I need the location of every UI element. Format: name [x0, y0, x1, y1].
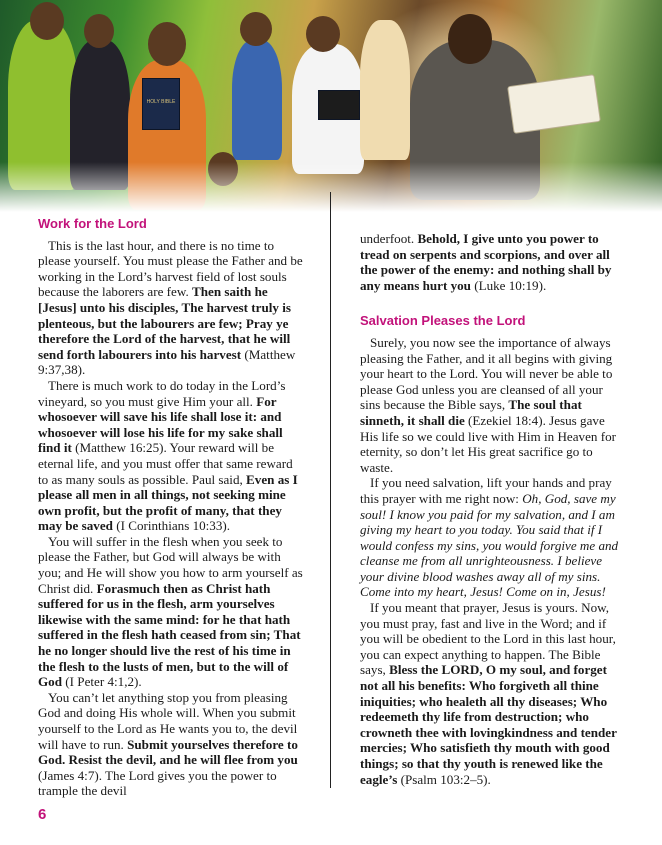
- person-man-dark-head: [84, 14, 114, 48]
- text: If you meant that prayer, Jesus is yours. Now, you must pray, fast and live in the Word; and if you will be obedient to the Lord in this last hour, you can expect anything to happen. The Bible says,: [360, 600, 616, 678]
- prayer-text: Oh, God, save my soul! I know you paid for my salvation, and I am giving my heart to you today. You said that if I would confess my sins, you would forgive me and cleanse me from all unrighteousness. I believe your divine blood washes away all of my sins. Come into my heart, Jesus! Come on in, Jesus!: [360, 490, 619, 600]
- text: (Matthew 16:25). Your reward will be eternal life, and you must offer that same reward to as many souls as possible. Paul said,: [38, 440, 293, 487]
- text: You will suffer in the flesh when you seek to please the Father, but God will always be with you; and He will show you how to arm yourself as Christ did.: [38, 533, 303, 596]
- scripture-quote: Behold, I give unto you power to tread on serpents and scorpions, and over all the power of the enemy: and nothing shall by any means hurt you: [360, 231, 612, 293]
- citation: (Ezekiel 18:4). Jesus gave His life so we could live with Him in Heaven for eternity, so don’t let His great sacrifice go to waste.: [360, 412, 616, 475]
- scripture-quote: Even as I please all men in all things, not seeking mine own profit, but the profit of many, that they may be saved: [38, 471, 298, 534]
- section-heading-salvation: Salvation Pleases the Lord: [360, 313, 526, 329]
- paragraph: [38, 238, 304, 378]
- person-child-blue: [232, 40, 282, 160]
- paragraph: [38, 378, 304, 534]
- citation: (Luke 10:19).: [470, 277, 547, 293]
- bible-cover-label: HOLY BIBLE: [146, 99, 176, 105]
- text: Surely, you now see the importance of always pleasing the Father, and it all begins with giving your heart to the Lord. You will never be able to please God unless you are cleansed of all your sins because the Bible says,: [360, 334, 613, 413]
- paragraph: [360, 231, 622, 293]
- text: You can’t let anything stop you from pleasing God and doing His whole will. When you submit yourself to the Lord as He wants you to, the devil will have to run.: [38, 689, 298, 752]
- citation: (I Peter 4:1,2).: [62, 674, 142, 690]
- paragraph: [360, 335, 622, 475]
- right-column: [360, 231, 622, 787]
- boy-head: [306, 16, 340, 52]
- header-photo-collage: [0, 0, 662, 212]
- banner-fade: [0, 162, 662, 212]
- citation: (Matthew 9:37,38).: [38, 346, 296, 378]
- text: There is much work to do today in the Lord’s vineyard, so you must give Him your all.: [38, 377, 286, 409]
- left-column: [38, 216, 304, 799]
- text: This is the last hour, and there is no time to please yourself. You must please the Father and be working in the Lord’s harvest field of lost souls because the laborers are few.: [38, 237, 303, 300]
- scripture-quote: Forasmuch then as Christ hath suffered for us in the flesh, arm yourselves likewise with the same mind: for he that hath suffered in the flesh hath ceased from sin; That he no longer should live the rest of his time in the flesh to the lusts of men, but to the will of God: [38, 580, 301, 690]
- person-woman-head: [148, 22, 186, 66]
- scripture-quote: Submit yourselves therefore to God. Resist the devil, and he will flee from you: [38, 736, 298, 768]
- section-heading-work: Work for the Lord: [38, 216, 147, 231]
- paragraph: [360, 475, 622, 600]
- text: (James 4:7). The Lord gives you the power to trample the devil: [38, 767, 277, 799]
- text: underfoot.: [360, 231, 418, 246]
- person-man-cap-head: [30, 2, 64, 40]
- scripture-quote: Bless the LORD, O my soul, and forget not all his benefits: Who forgiveth all thine iniquities; who healeth all thy diseases; Who redeemeth thy life from destruction; who crowneth thee with lovingkindness and tender mercies; Who satisfieth thy mouth with good things; so that thy youth is renewed like the eagle’s: [360, 662, 617, 787]
- citation: (Psalm 103:2–5).: [397, 771, 491, 787]
- scripture-quote: For whosoever will save his life shall lose it: and whosoever will lose his life for my sake shall find it: [38, 393, 283, 456]
- scripture-quote: The soul that sinneth, it shall die: [360, 397, 582, 428]
- person-blonde-woman: [360, 20, 410, 160]
- paragraph: [38, 534, 304, 690]
- page-number: 6: [38, 806, 47, 823]
- text: If you need salvation, lift your hands and pray this prayer with me right now:: [360, 475, 612, 506]
- paragraph: [360, 600, 622, 787]
- paragraph: [38, 690, 304, 799]
- open-book-boy: [318, 90, 360, 120]
- man-reading-head: [448, 14, 492, 64]
- held-bible: [142, 78, 180, 130]
- citation: (I Corinthians 10:33).: [112, 518, 231, 534]
- column-divider: [330, 192, 331, 788]
- scripture-quote: Then saith he [Jesus] unto his disciples, The harvest truly is plenteous, but the labourers are few; Pray ye therefore the Lord of the harvest, that he will send forth labourers into his harvest: [38, 284, 291, 362]
- child-blue-head: [240, 12, 272, 46]
